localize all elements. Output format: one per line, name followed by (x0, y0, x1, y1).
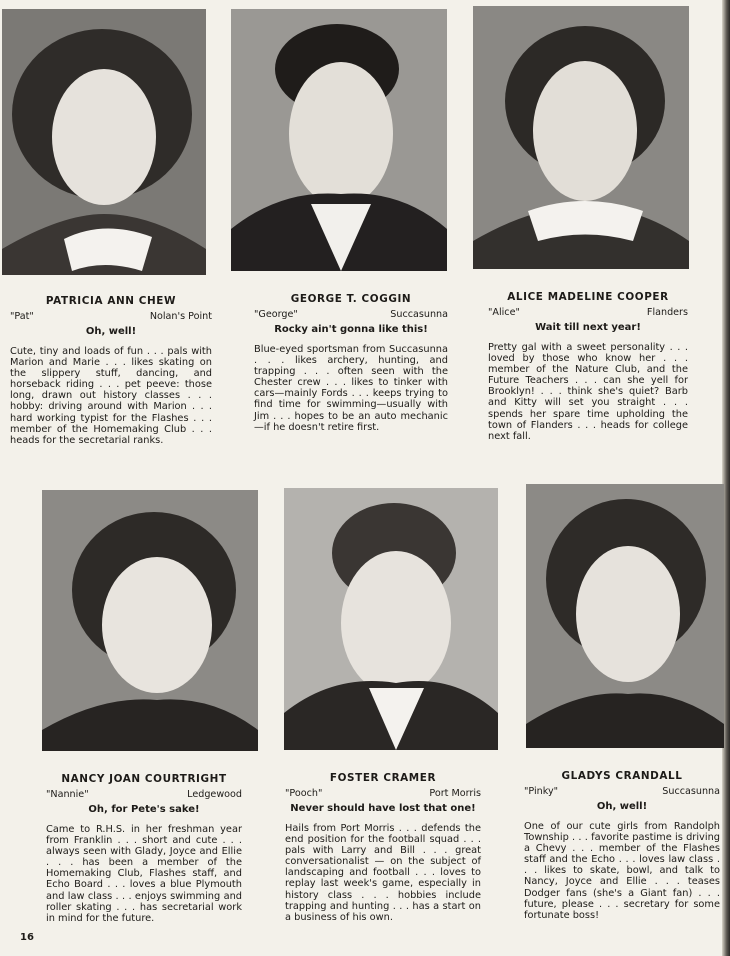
student-entry-alice-cooper (488, 292, 688, 442)
student-motto: Rocky ain't gonna like this! (274, 324, 428, 335)
student-name: FOSTER CRAMER (329, 772, 437, 784)
student-entry-nancy-courtright (46, 774, 242, 924)
student-hometown: Port Morris (429, 788, 481, 799)
student-entry-george-coggin (254, 294, 448, 433)
student-entry-patricia-chew (10, 296, 212, 446)
student-hometown: Succasunna (390, 309, 448, 320)
portrait-photo-patricia-chew (2, 9, 206, 275)
student-nickname: "Alice" (488, 307, 520, 318)
student-nickname: "Pat" (10, 311, 34, 322)
student-bio: Blue-eyed sportsman from Succasunna . . . likes archery, hunting, and trapping . . . often seen with the Chester crew . . . likes to tinker with cars—mainly Fords . . . keeps trying to find time for swimming—usually with Jim . . . hopes to be an auto mechanic—if he doesn't retire first. (254, 344, 448, 433)
student-name: NANCY JOAN COURTRIGHT (61, 773, 227, 785)
student-hometown: Flanders (646, 307, 688, 318)
student-bio: Pretty gal with a sweet personality . . . loved by those who know her . . . member of the Nature Club, and the Future Teachers . . . can she yell for Brooklyn! . . . think she's quiet? Barb and Kitty will set you straight . . . spends her spare time upholding the town of Flanders . . . heads for college next fall. (488, 342, 688, 442)
page-number: 16 (20, 932, 34, 943)
student-motto: Never should have lost that one! (290, 803, 476, 814)
student-motto: Oh, for Pete's sake! (88, 804, 200, 815)
student-motto: Oh, well! (85, 326, 137, 337)
portrait-photo-alice-cooper (473, 6, 689, 269)
student-name: PATRICIA ANN CHEW (45, 295, 177, 307)
student-entry-foster-cramer (285, 773, 481, 923)
portrait-photo-foster-cramer (284, 488, 498, 750)
student-hometown: Ledgewood (187, 789, 242, 800)
student-nickname: "Pinky" (524, 786, 559, 797)
student-name: ALICE MADELINE COOPER (507, 291, 669, 303)
portrait-photo-george-coggin (231, 9, 447, 271)
student-hometown: Nolan's Point (149, 311, 212, 322)
student-hometown: Succasunna (662, 786, 720, 797)
portrait-photo-nancy-courtright (42, 490, 258, 751)
student-bio: Hails from Port Morris . . . defends the end position for the football squad . . . pals with Larry and Bill . . . great conversationalist — on the subject of landscaping and football . . . loves to replay last week's game, especially in history class . . . hobbies include trapping and hunting . . . has a start on a business of his own. (285, 823, 481, 923)
student-nickname: "George" (254, 309, 298, 320)
student-motto: Wait till next year! (535, 322, 641, 333)
student-bio: Came to R.H.S. in her freshman year from Franklin . . . short and cute . . . always seen with Glady, Joyce and Ellie . . . has been a member of the Homemaking Club, Flashes staff, and Echo Board . . . loves a blue Plymouth and law class . . . enjoys swimming and roller skating . . . has secretarial work in mind for the future. (46, 824, 242, 924)
page-binding-edge (722, 0, 730, 956)
student-nickname: "Nannie" (46, 789, 89, 800)
student-motto: Oh, well! (596, 801, 648, 812)
portrait-photo-gladys-crandall (526, 484, 724, 748)
student-name: GLADYS CRANDALL (561, 770, 683, 782)
student-bio: One of our cute girls from Randolph Township . . . favorite pastime is driving a Chevy . . . member of the Flashes staff and the Echo . . . loves law class . . . likes to skate, bowl, and talk to Nancy, Joyce and Ellie . . . teases Dodger fans (she's a Giant fan) . . . future, please . . . secretary for some fortunate boss! (524, 821, 720, 921)
student-entry-gladys-crandall (524, 771, 720, 921)
student-name: GEORGE T. COGGIN (290, 293, 412, 305)
student-bio: Cute, tiny and loads of fun . . . pals with Marion and Marie . . . likes skating on the slippery stuff, dancing, and horseback riding . . . pet peeve: those long, drawn out history classes . . . hobby: driving around with Marion . . . hard working typist for the Flashes . . . member of the Homemaking Club . . . heads for the secretarial ranks. (10, 346, 212, 446)
student-nickname: "Pooch" (285, 788, 323, 799)
